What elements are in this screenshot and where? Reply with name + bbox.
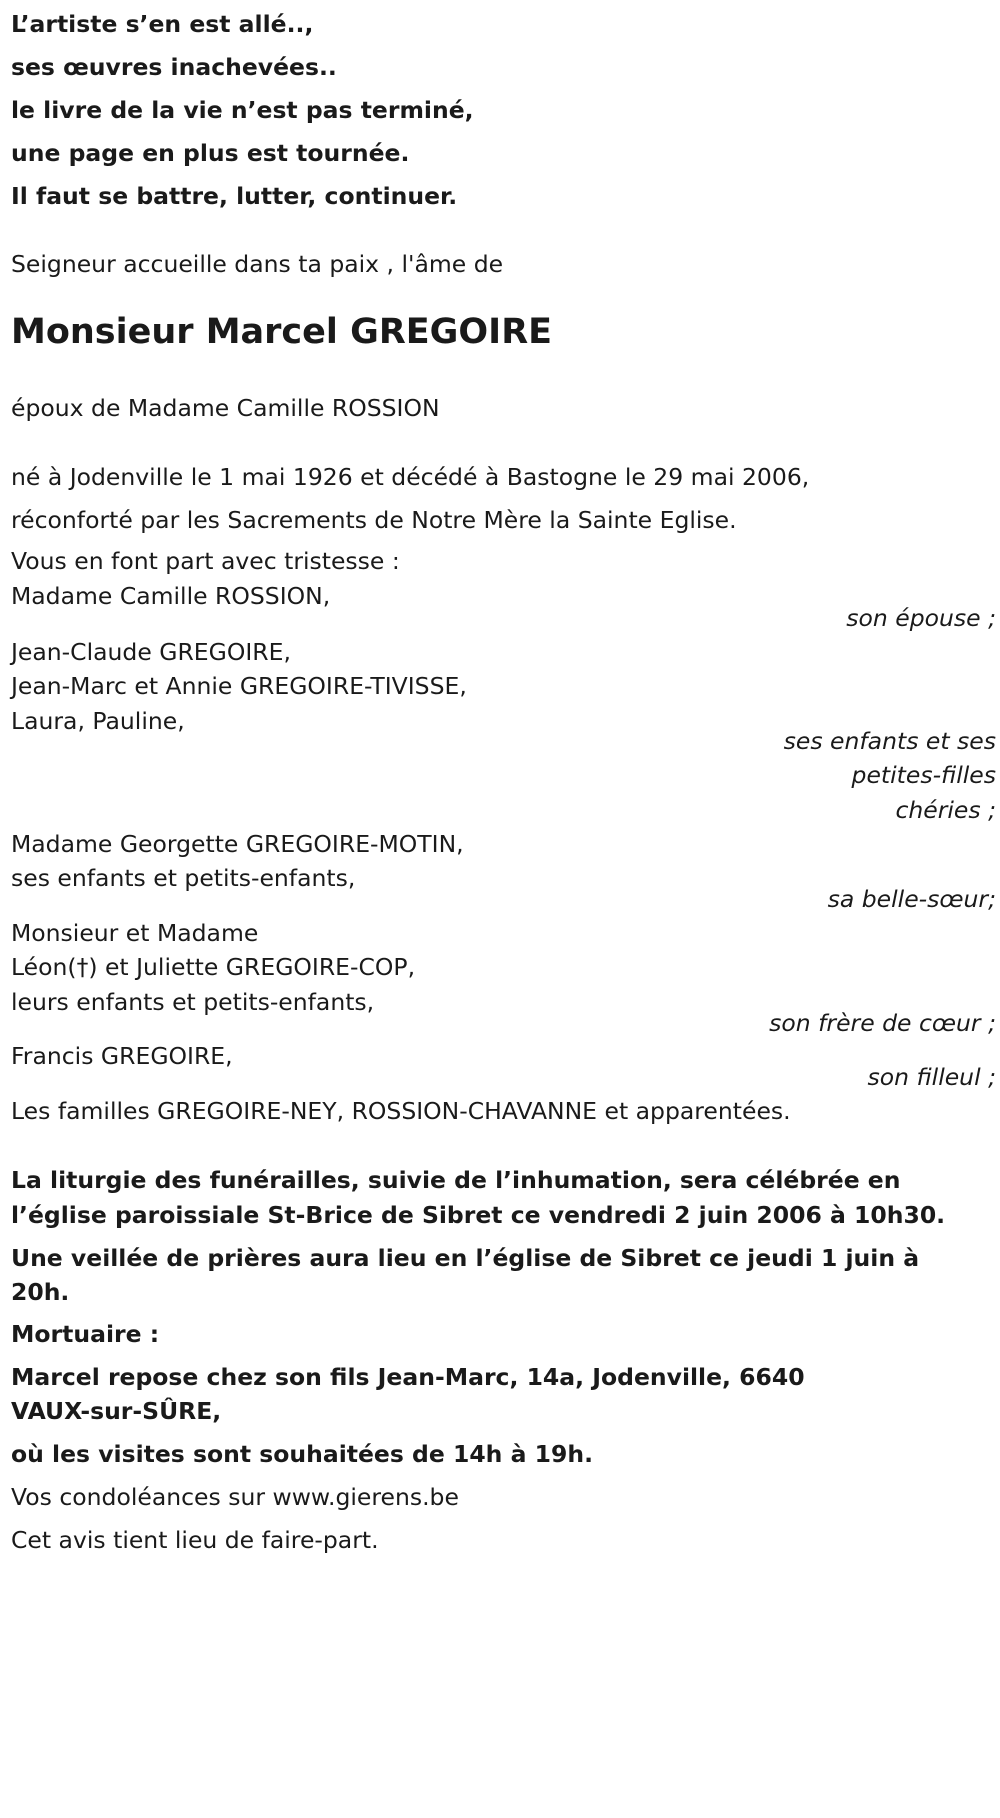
- sacraments-line: réconforté par les Sacrements de Notre Mère la Sainte Eglise.: [11, 506, 737, 534]
- family-relation: son épouse ;: [846, 604, 996, 632]
- poem-line: Il faut se battre, lutter, continuer.: [11, 182, 458, 210]
- family-relation: chéries ;: [895, 796, 996, 824]
- poem-line: L’artiste s’en est allé..,: [11, 10, 314, 38]
- family-relation: ses enfants et ses: [783, 727, 996, 755]
- birth-death-line: né à Jodenville le 1 mai 1926 et décédé à Bastogne le 29 mai 2006,: [11, 463, 810, 491]
- family-name: Jean-Claude GREGOIRE,: [11, 638, 291, 666]
- poem-line: ses œuvres inachevées..: [11, 53, 337, 81]
- mortuary-heading: Mortuaire :: [11, 1320, 160, 1348]
- funeral-line: l’église paroissiale St-Brice de Sibret ce vendredi 2 juin 2006 à 10h30.: [11, 1201, 946, 1229]
- families-line: Les familles GREGOIRE-NEY, ROSSION-CHAVANNE et apparentées.: [11, 1097, 791, 1125]
- family-name: Jean-Marc et Annie GREGOIRE-TIVISSE,: [11, 672, 467, 700]
- family-name: Madame Camille ROSSION,: [11, 582, 331, 610]
- intro-text: Seigneur accueille dans ta paix , l'âme de: [11, 250, 504, 278]
- family-name: Léon(†) et Juliette GREGOIRE-COP,: [11, 953, 416, 981]
- poem-line: le livre de la vie n’est pas terminé,: [11, 96, 474, 124]
- family-name: leurs enfants et petits-enfants,: [11, 988, 375, 1016]
- family-name: Laura, Pauline,: [11, 707, 185, 735]
- family-relation: son frère de cœur ;: [769, 1009, 996, 1037]
- spouse-line: époux de Madame Camille ROSSION: [11, 394, 440, 422]
- visits-line: où les visites sont souhaitées de 14h à 19h.: [11, 1440, 593, 1468]
- mortuary-line: VAUX-sur-SÛRE,: [11, 1397, 222, 1425]
- family-relation: petites-filles: [851, 761, 996, 789]
- poem-line: une page en plus est tournée.: [11, 139, 410, 167]
- condolences-line: Vos condoléances sur www.gierens.be: [11, 1483, 459, 1511]
- family-name: Monsieur et Madame: [11, 919, 259, 947]
- notice-line: Cet avis tient lieu de faire-part.: [11, 1526, 379, 1554]
- family-name: ses enfants et petits-enfants,: [11, 864, 356, 892]
- vigil-line: Une veillée de prières aura lieu en l’église de Sibret ce jeudi 1 juin à: [11, 1244, 920, 1272]
- family-relation: sa belle-sœur;: [827, 885, 996, 913]
- family-relation: son filleul ;: [867, 1063, 996, 1091]
- vigil-line: 20h.: [11, 1278, 70, 1306]
- deceased-name: Monsieur Marcel GREGOIRE: [11, 312, 553, 352]
- family-name: Madame Georgette GREGOIRE-MOTIN,: [11, 830, 464, 858]
- mortuary-line: Marcel repose chez son fils Jean-Marc, 14a, Jodenville, 6640: [11, 1363, 805, 1391]
- family-name: Francis GREGOIRE,: [11, 1042, 233, 1070]
- announcement-line: Vous en font part avec tristesse :: [11, 547, 400, 575]
- funeral-line: La liturgie des funérailles, suivie de l’inhumation, sera célébrée en: [11, 1166, 901, 1194]
